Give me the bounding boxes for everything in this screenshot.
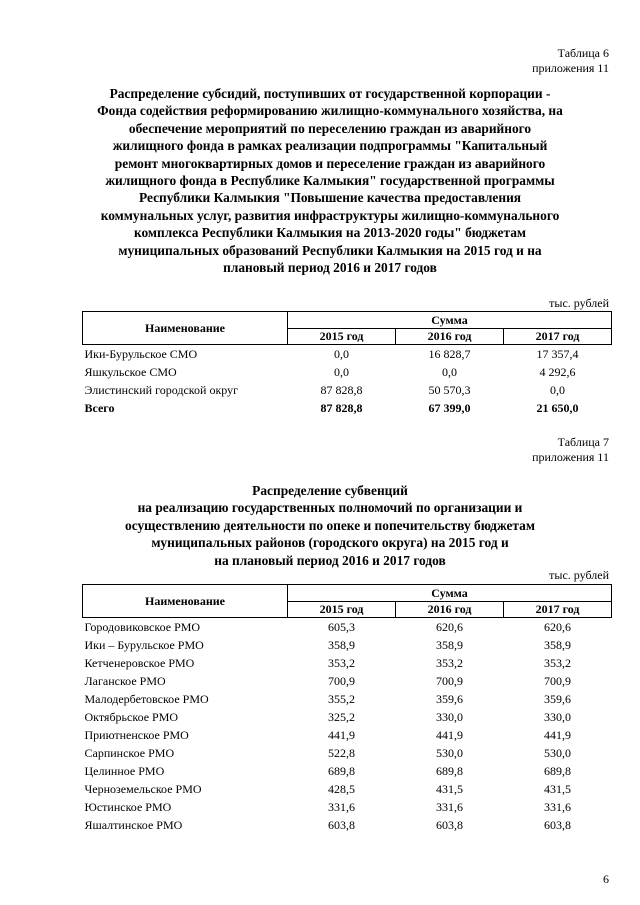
- table7: [82, 584, 612, 834]
- table7-header-sum: Сумма: [288, 585, 612, 602]
- table7-title-line: на реализацию государственных полномочий по организации и: [137, 500, 523, 516]
- row-value-2015: 603,8: [328, 817, 355, 832]
- table7-title-line: муниципальных районов (городского округа) на 2015 год и: [151, 535, 509, 551]
- row-value-2017: 441,9: [544, 727, 571, 742]
- table6-header-2015: 2015 год: [288, 329, 396, 345]
- row-value-2017: 353,2: [544, 655, 571, 670]
- row-value-2016: 620,6: [436, 619, 463, 634]
- table7-ref-line1: Таблица 7: [557, 435, 609, 449]
- row-value-2016: 441,9: [436, 727, 463, 742]
- row-value-2017: 689,8: [544, 763, 571, 778]
- table-row: [83, 726, 612, 744]
- table-row: [83, 618, 612, 637]
- row-name: Кетченеровское РМО: [84, 655, 195, 670]
- table6-title-line: муниципальных образований Республики Калмыкия на 2015 год и на: [118, 242, 542, 258]
- row-name: Октябрьское РМО: [84, 709, 179, 724]
- table7-header-2016: 2016 год: [396, 602, 504, 618]
- row-name: Ики – Бурульское РМО: [84, 637, 204, 652]
- total-value-2015: 87 828,8: [320, 400, 363, 415]
- row-name: Малодербетовское РМО: [84, 691, 209, 706]
- row-value-2015: 325,2: [328, 709, 355, 724]
- table-total-row: [83, 399, 612, 417]
- table6-title-line: Фонда содействия реформированию жилищно-коммунального хозяйства, на: [97, 103, 563, 119]
- row-value-2016: 689,8: [436, 763, 463, 778]
- table6-title-line: ремонт многоквартирных домов и переселение граждан из аварийного: [114, 155, 546, 171]
- row-value-2016: 359,6: [436, 691, 463, 706]
- row-value-2016: 431,5: [436, 781, 463, 796]
- row-value-2015: 700,9: [328, 673, 355, 688]
- row-value-2016: 330,0: [436, 709, 463, 724]
- row-value-2017: 603,8: [544, 817, 571, 832]
- table-row: [83, 708, 612, 726]
- total-value-2017: 21 650,0: [536, 400, 579, 415]
- table6-title-line: плановый период 2016 и 2017 годов: [223, 260, 437, 276]
- table-row: [83, 636, 612, 654]
- row-value-2017: 530,0: [544, 745, 571, 760]
- table-row: [83, 345, 612, 364]
- row-value-2017: 431,5: [544, 781, 571, 796]
- row-value-2017: 331,6: [544, 799, 571, 814]
- table7-reference: [532, 435, 609, 465]
- table-row: [83, 798, 612, 816]
- table7-ref-line2: приложения 11: [532, 450, 609, 464]
- table-row: [83, 672, 612, 690]
- table-row: [83, 816, 612, 834]
- row-name: Сарпинское РМО: [84, 745, 175, 760]
- row-name: Целинное РМО: [84, 763, 165, 778]
- row-name: Ики-Бурульское СМО: [84, 346, 198, 361]
- table6-unit: тыс. рублей: [549, 296, 609, 310]
- row-value-2016: 331,6: [436, 799, 463, 814]
- table6-title-line: обеспечение мероприятий по переселению граждан из аварийного: [128, 120, 532, 136]
- row-value-2015: 0,0: [334, 346, 349, 361]
- table6-title-line: комплекса Республики Калмыкия на 2013-2020 годы" бюджетам: [133, 225, 527, 241]
- row-value-2015: 0,0: [334, 364, 349, 379]
- table6-title-line: жилищного фонда в рамках реализации подпрограммы "Капитальный: [112, 138, 548, 154]
- row-value-2016: 50 570,3: [428, 382, 471, 397]
- table6-title-line: жилищного фонда в Республике Калмыкия" государственной программы: [105, 173, 555, 189]
- row-value-2017: 0,0: [550, 382, 565, 397]
- table7-title-line: осуществлению деятельности по опеке и попечительству бюджетам: [125, 517, 535, 533]
- row-value-2017: 330,0: [544, 709, 571, 724]
- row-value-2015: 353,2: [328, 655, 355, 670]
- row-name: Приютненское РМО: [84, 727, 189, 742]
- row-value-2015: 428,5: [328, 781, 355, 796]
- table7-unit: тыс. рублей: [549, 568, 609, 582]
- total-value-2016: 67 399,0: [428, 400, 471, 415]
- row-value-2016: 353,2: [436, 655, 463, 670]
- row-value-2016: 358,9: [436, 637, 463, 652]
- row-value-2016: 16 828,7: [428, 346, 471, 361]
- row-value-2015: 605,3: [328, 619, 355, 634]
- row-value-2017: 358,9: [544, 637, 571, 652]
- table-row: [83, 762, 612, 780]
- table7-title-line: на плановый период 2016 и 2017 годов: [214, 552, 446, 568]
- row-value-2017: 17 357,4: [536, 346, 579, 361]
- total-name: Всего: [84, 400, 115, 415]
- row-value-2015: 355,2: [328, 691, 355, 706]
- row-value-2016: 530,0: [436, 745, 463, 760]
- table-row: [83, 363, 612, 381]
- table7-header-name: Наименование: [83, 585, 288, 618]
- row-value-2015: 689,8: [328, 763, 355, 778]
- table-row: [83, 654, 612, 672]
- table-row: [83, 744, 612, 762]
- row-value-2017: 359,6: [544, 691, 571, 706]
- table6-header-name: Наименование: [83, 312, 288, 345]
- table6-title-line: коммунальных услуг, развития инфраструктуры жилищно-коммунального: [100, 207, 560, 223]
- row-value-2015: 358,9: [328, 637, 355, 652]
- table7-header-2017: 2017 год: [504, 602, 612, 618]
- row-name: Городовиковское РМО: [84, 619, 201, 634]
- row-value-2015: 522,8: [328, 745, 355, 760]
- row-value-2015: 441,9: [328, 727, 355, 742]
- row-name: Лаганское РМО: [84, 673, 166, 688]
- row-value-2017: 4 292,6: [539, 364, 576, 379]
- row-value-2016: 0,0: [442, 364, 457, 379]
- row-name: Юстинское РМО: [84, 799, 172, 814]
- row-name: Элистинский городской округ: [84, 382, 239, 397]
- row-value-2015: 87 828,8: [320, 382, 363, 397]
- table6-header-2016: 2016 год: [396, 329, 504, 345]
- table-row: [83, 381, 612, 399]
- table6-title-line: Распределение субсидий, поступивших от государственной корпорации -: [109, 86, 551, 101]
- row-value-2016: 700,9: [436, 673, 463, 688]
- table6-title-line: Республики Калмыкия "Повышение качества предоставления: [138, 190, 522, 206]
- table7-title-line: Распределение субвенций: [252, 483, 408, 498]
- page-number: 6: [603, 872, 609, 886]
- table6-ref-line2: приложения 11: [532, 61, 609, 75]
- row-value-2015: 331,6: [328, 799, 355, 814]
- row-name: Яшкульское СМО: [84, 364, 177, 379]
- table7-title: [60, 482, 600, 569]
- table6-reference: [532, 46, 609, 76]
- row-value-2017: 620,6: [544, 619, 571, 634]
- table6-header-2017: 2017 год: [504, 329, 612, 345]
- row-name: Черноземельское РМО: [84, 781, 202, 796]
- table6-ref-line1: Таблица 6: [557, 46, 609, 60]
- table6-header-sum: Сумма: [288, 312, 612, 329]
- table-row: [83, 780, 612, 798]
- table7-header-2015: 2015 год: [288, 602, 396, 618]
- row-value-2017: 700,9: [544, 673, 571, 688]
- table-row: [83, 690, 612, 708]
- row-value-2016: 603,8: [436, 817, 463, 832]
- table6: [82, 311, 612, 417]
- table6-title: [60, 85, 600, 276]
- row-name: Яшалтинское РМО: [84, 817, 183, 832]
